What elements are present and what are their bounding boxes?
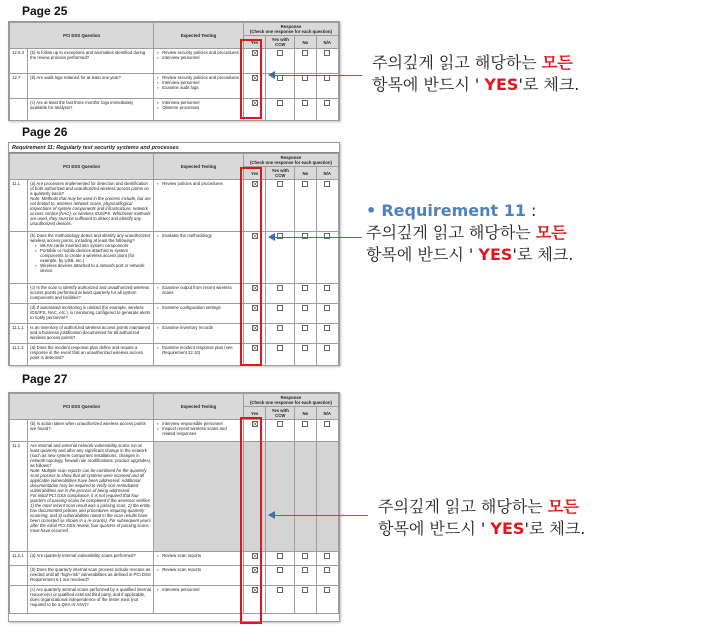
checkbox-na[interactable]: [324, 233, 330, 239]
highlight-yes-column-page-26: [240, 167, 262, 366]
checkbox-na[interactable]: [324, 345, 330, 351]
pci-table-page-27: [9, 393, 339, 614]
col-header-expected: Expected Testing: [154, 394, 244, 420]
row-number: 11.2.1: [10, 552, 28, 566]
page-label-26: Page 26: [22, 125, 68, 139]
requirement-label: Requirement 11: [381, 201, 526, 220]
row-testing: ▪ Interview responsible personnel ▪ Inspect recent wireless scans and related responses: [154, 420, 244, 442]
checkbox-yes-ccw[interactable]: [277, 553, 283, 559]
row-number: [10, 284, 28, 304]
col-header-yes-ccw: Yes with CCW: [266, 36, 295, 49]
col-header-question: PCI DSS Question: [10, 154, 154, 180]
row-testing: ▪ Review scan reports: [154, 552, 244, 566]
doc-page-25: [8, 21, 340, 121]
row-number: 11.1.1: [10, 324, 28, 344]
row-number: [10, 586, 28, 614]
table-row: [10, 344, 339, 366]
doc-page-26: [8, 142, 340, 366]
table-row: [10, 324, 339, 344]
checkbox-no[interactable]: [302, 181, 308, 187]
checkbox-yes-ccw[interactable]: [277, 233, 283, 239]
col-header-yes: Yes: [243, 167, 265, 180]
col-header-expected: Expected Testing: [154, 154, 244, 180]
table-row: [10, 442, 339, 552]
row-question: Are internal and external network vulnerability scans run at least quarterly and after any significant change in the network (such as new system component installations, changes in network topology, firewall rule modifications, product upgrades), as follows? Note: Multiple scan reports can be combined for the quarterly scan process to show that all systems were scanned and all applicable vulnerabilities have been addressed. Additional documentation may be required to verify non-remediated vulnerabilities are in the process of being addressed. For initial PCI DSS compliance, it is not required that four quarters of passing scans be completed if the assessor verifies 1) the most recent scan result was a passing scan, 2) the entity has documented policies and procedures requiring quarterly scanning, and 3) vulnerabilities noted in the scan results have been corrected as shown in a re-scan(s). For subsequent years after the initial PCI DSS review, four quarters of passing scans must have occurred.: [28, 442, 154, 552]
row-testing: ▪ Interview personnel: [154, 586, 244, 614]
col-header-yes: Yes: [243, 36, 265, 49]
checkbox-yes-ccw[interactable]: [277, 305, 283, 311]
row-number: 12.7: [10, 74, 28, 99]
col-header-na: N/A: [316, 36, 339, 49]
col-header-question: PCI DSS Question: [10, 23, 154, 49]
callout-page-27: 주의깊게 읽고 해당하는 모든 항목에 반드시 ' YES'로 체크.: [378, 497, 586, 538]
pci-table-page-26: [9, 153, 339, 366]
checkbox-no[interactable]: [302, 587, 308, 593]
row-number: 11.1: [10, 180, 28, 232]
checkbox-na[interactable]: [324, 100, 330, 106]
col-header-response: Response (Check one response for each question): [243, 394, 338, 407]
col-header-question: PCI DSS Question: [10, 394, 154, 420]
requirement-bullet: •: [366, 201, 377, 220]
row-question: (b) Does the quarterly internal scan process include rescans as needed until all "high-risk" vulnerabilities as defined in PCI DSS Requirement 6.1 are resolved?: [28, 566, 154, 586]
row-question: (d) If automated monitoring is utilized (for example, wireless IDS/IPS, NAC, etc.), is monitoring configured to generate alerts to notify personnel?: [28, 304, 154, 324]
row-testing: ▪ Examine incident response plan (see Requirement 12.10): [154, 344, 244, 366]
row-testing: ▪ Review security policies and procedures ▪ Interview personnel: [154, 49, 244, 74]
col-header-no: No: [295, 167, 316, 180]
row-number: [10, 420, 28, 442]
row-testing: ▪ Examine inventory records: [154, 324, 244, 344]
checkbox-no[interactable]: [302, 305, 308, 311]
col-header-yes-ccw: Yes with CCW: [266, 407, 295, 420]
checkbox-yes-ccw[interactable]: [277, 181, 283, 187]
row-question: (b) Is follow up to exceptions and anomalies identified during the review process performed?: [28, 49, 154, 74]
col-header-response: Response (Check one response for each question): [243, 23, 338, 36]
page-label-27: Page 27: [22, 372, 68, 386]
checkbox-yes-ccw[interactable]: [277, 50, 283, 56]
checkbox-na[interactable]: [324, 50, 330, 56]
checkbox-na[interactable]: [324, 285, 330, 291]
table-row: [10, 420, 339, 442]
highlight-yes-column-page-25: [240, 39, 262, 119]
checkbox-na[interactable]: [324, 567, 330, 573]
checkbox-na[interactable]: [324, 325, 330, 331]
row-number: 11.2: [10, 442, 28, 552]
row-number: [10, 99, 28, 121]
checkbox-no[interactable]: [302, 553, 308, 559]
callout-page-26: • Requirement 11 : 주의깊게 읽고 해당하는 모든 항목에 반드시 ' YES'로 체크.: [366, 201, 574, 264]
col-header-expected: Expected Testing: [154, 23, 244, 49]
highlight-yes-column-page-27: [240, 417, 262, 624]
checkbox-yes-ccw[interactable]: [277, 421, 283, 427]
row-question: (a) Are quarterly internal vulnerability scans performed?: [28, 552, 154, 566]
row-question: (a) Does the incident response plan define and require a response in the event that an unauthorized wireless access point is detected?: [28, 344, 154, 366]
table-row: [10, 586, 339, 614]
checkbox-yes-ccw[interactable]: [277, 100, 283, 106]
checkbox-yes-ccw[interactable]: [277, 345, 283, 351]
row-question: Is an inventory of authorized wireless access points maintained and a business justification documented for all authorized wireless access points?: [28, 324, 154, 344]
row-question: (b) Are audit logs retained for at least one year?: [28, 74, 154, 99]
checkbox-no[interactable]: [302, 100, 308, 106]
table-row: [10, 552, 339, 566]
row-number: [10, 304, 28, 324]
checkbox-yes-ccw[interactable]: [277, 325, 283, 331]
col-header-yes-ccw: Yes with CCW: [266, 167, 295, 180]
table-row: [10, 566, 339, 586]
row-question: (a) Are processes implemented for detection and identification of both authorized and unauthorized wireless access points on a quarterly basis? Note: Methods that may be used in the process include, but are not limited to, wireless network scans, physical/logical inspections of system components and infrastructure, network access control (NAC), or wireless IDS/IPS. Whichever methods are used, they must be sufficient to detect and identify any unauthorized devices.: [28, 180, 154, 232]
checkbox-na[interactable]: [324, 421, 330, 427]
checkbox-na[interactable]: [324, 553, 330, 559]
row-question: (c) Is the scan to identify authorized and unauthorized wireless access points performed at least quarterly for all system components and facilities?: [28, 284, 154, 304]
table-row: [10, 49, 339, 74]
row-testing: ▪ Evaluate the methodology: [154, 232, 244, 284]
pci-table-page-25: [9, 22, 339, 121]
callout-page-25: 주의깊게 읽고 해당하는 모든 항목에 반드시 ' YES'로 체크.: [372, 53, 580, 94]
checkbox-yes-ccw[interactable]: [277, 587, 283, 593]
checkbox-yes-ccw[interactable]: [277, 285, 283, 291]
table-row: [10, 232, 339, 284]
checkbox-no[interactable]: [302, 285, 308, 291]
checkbox-na[interactable]: [324, 587, 330, 593]
page-label-25: Page 25: [22, 4, 68, 18]
row-testing-greyed: [154, 442, 244, 552]
arrow-line-2: [274, 237, 362, 238]
row-number: [10, 232, 28, 284]
row-number: 11.1.2: [10, 344, 28, 366]
checkbox-no[interactable]: [302, 567, 308, 573]
row-testing: ▪ Review security policies and procedures ▪ Interview personnel ▪ Examine audit logs: [154, 74, 244, 99]
checkbox-yes-ccw[interactable]: [277, 567, 283, 573]
row-question: (c) Are at least the last three months' logs immediately available for analysis?: [28, 99, 154, 121]
checkbox-no[interactable]: [302, 421, 308, 427]
col-header-no: No: [295, 407, 316, 420]
row-testing: ▪ Review scan reports: [154, 566, 244, 586]
table-row: [10, 74, 339, 99]
arrow-line-3: [274, 515, 368, 516]
col-header-yes: Yes: [243, 407, 265, 420]
col-header-na: N/A: [316, 167, 339, 180]
col-header-response: Response (Check one response for each question): [243, 154, 338, 167]
row-question: (b) Is action taken when unauthorized wireless access points are found?: [28, 420, 154, 442]
table-row: [10, 99, 339, 121]
requirement-title: Requirement 11: Regularly test security systems and processes: [9, 143, 339, 153]
checkbox-no[interactable]: [302, 233, 308, 239]
row-testing: ▪ Interview personnel ▪ Observe processes: [154, 99, 244, 121]
row-question: (b) Does the methodology detect and identify any unauthorized wireless access points, including at least the following? ▪ WLAN cards inserted into system components ▪ Portable or mobile devices attached to system components to create a wireless access point (for example, by USB, etc.) ▪ Wireless devices attached to a network port or network device: [28, 232, 154, 284]
checkbox-no[interactable]: [302, 50, 308, 56]
row-number: 12.6.3: [10, 49, 28, 74]
row-testing: ▪ Examine configuration settings: [154, 304, 244, 324]
checkbox-na[interactable]: [324, 181, 330, 187]
checkbox-no[interactable]: [302, 325, 308, 331]
arrow-line-1: [274, 75, 362, 76]
row-number: [10, 566, 28, 586]
row-testing: ▪ Examine output from recent wireless scans: [154, 284, 244, 304]
table-row: [10, 284, 339, 304]
col-header-no: No: [295, 36, 316, 49]
table-row: [10, 304, 339, 324]
row-question: (c) Are quarterly internal scans performed by a qualified internal resource(s) or qualified external third party, and if applicable, does organizational independence of the tester exist (not required to be a QSA or ASV)?: [28, 586, 154, 614]
row-testing: ▪ Review policies and procedures: [154, 180, 244, 232]
doc-page-27: [8, 392, 340, 622]
checkbox-no[interactable]: [302, 345, 308, 351]
table-row: [10, 180, 339, 232]
checkbox-na[interactable]: [324, 305, 330, 311]
col-header-na: N/A: [316, 407, 339, 420]
